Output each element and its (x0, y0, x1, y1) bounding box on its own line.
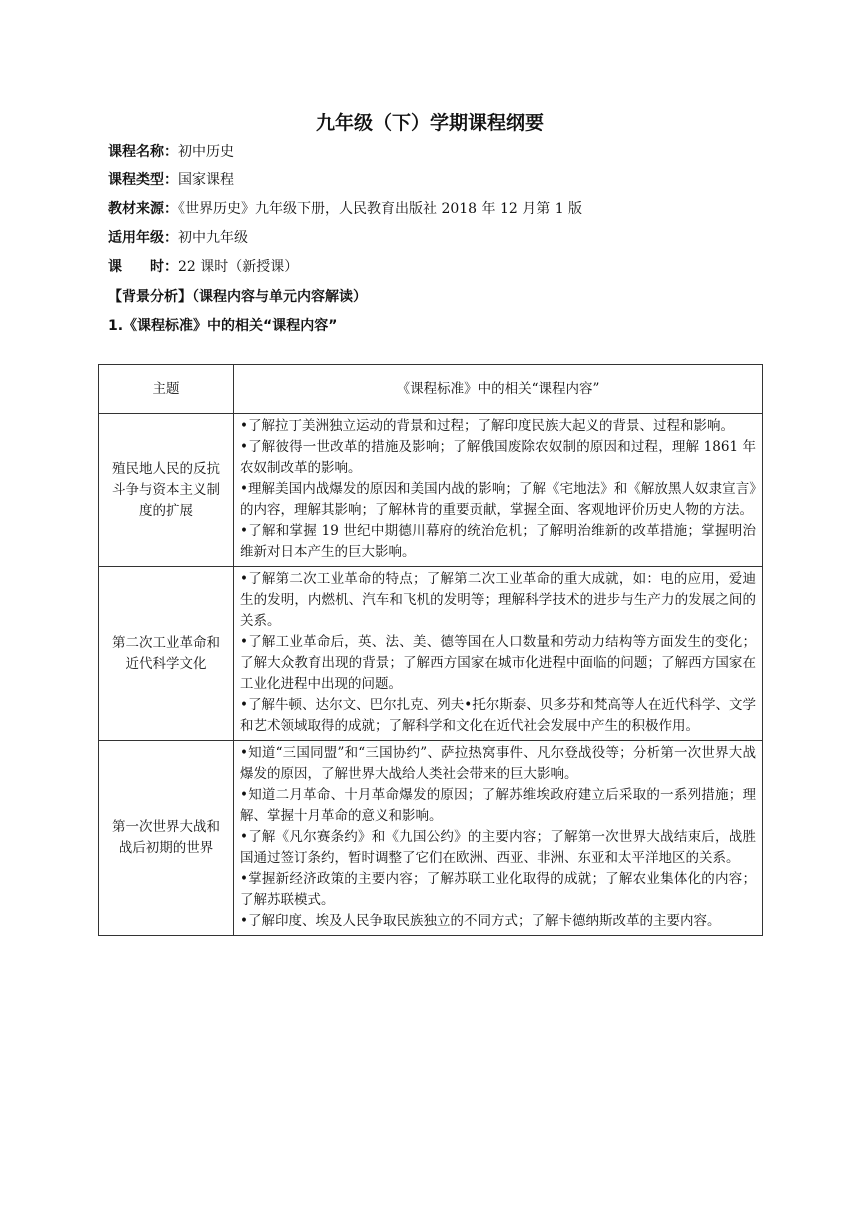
curriculum-subheading: 1.《课程标准》中的相关“课程内容” (108, 318, 338, 334)
content-item: •知道“三国同盟”和“三国协约”、萨拉热窝事件、凡尔登战役等；分析第一次世界大战爆发的原因，了解世界大战给人类社会带来的巨大影响。 (240, 745, 756, 782)
table-row (99, 414, 763, 567)
content-cell (234, 741, 763, 936)
topic-cell: 殖民地人民的反抗斗争与资本主义制度的扩展 (99, 414, 234, 567)
info-textbook-source (108, 199, 582, 219)
header-content: 《课程标准》中的相关“课程内容” (234, 365, 763, 414)
table-row (99, 741, 763, 936)
topic-cell: 第二次工业革命和近代科学文化 (99, 567, 234, 741)
content-item: •了解和掌握 19 世纪中期德川幕府的统治危机；了解明治维新的改革措施；掌握明治维新对日本产生的巨大影响。 (240, 523, 756, 560)
page-title: 九年级（下）学期课程纲要 (315, 112, 544, 134)
content-item: •理解美国内战爆发的原因和美国内战的影响；了解《宅地法》和《解放黑人奴隶宣言》的内容，理解其影响；了解林肯的重要贡献，掌握全面、客观地评价历史人物的方法。 (240, 481, 756, 518)
table-row (99, 567, 763, 741)
content-item: •知道二月革命、十月革命爆发的原因；了解苏维埃政府建立后采取的一系列措施；理解、掌握十月革命的意义和影响。 (240, 787, 756, 824)
content-item: •了解印度、埃及人民争取民族独立的不同方式；了解卡德纳斯改革的主要内容。 (240, 913, 721, 929)
content-item: •了解牛顿、达尔文、巴尔扎克、列夫•托尔斯泰、贝多芬和梵高等人在近代科学、文学和艺术领域取得的成就；了解科学和文化在近代社会发展中产生的积极作用。 (240, 697, 756, 734)
info-label: 适用年级： (108, 230, 178, 246)
info-label: 课 时： (108, 259, 178, 275)
table-header-row (99, 365, 763, 414)
curriculum-table (98, 364, 763, 936)
background-heading: 【背景分析】（课程内容与单元内容解读） (108, 289, 367, 305)
content-item: •掌握新经济政策的主要内容；了解苏联工业化取得的成就；了解农业集体化的内容；了解苏联模式。 (240, 871, 756, 908)
content-item: •了解工业革命后，英、法、美、德等国在人口数量和劳动力结构等方面发生的变化；了解大众教育出现的背景；了解西方国家在城市化进程中面临的问题；了解西方国家在工业化进程中出现的问题。 (240, 634, 756, 692)
info-value: 22 课时（新授课） (178, 259, 299, 275)
info-value: 国家课程 (178, 172, 234, 188)
info-course-name (108, 142, 234, 162)
content-item: •了解拉丁美洲独立运动的背景和过程；了解印度民族大起义的背景、过程和影响。 (240, 418, 734, 434)
info-label: 教材来源： (108, 201, 178, 217)
content-item: •了解彼得一世改革的措施及影响；了解俄国废除农奴制的原因和过程，理解 1861 年农奴制改革的影响。 (240, 439, 756, 476)
content-cell (234, 414, 763, 567)
content-cell (234, 567, 763, 741)
info-label: 课程名称： (108, 144, 178, 160)
info-class-hours (108, 257, 298, 277)
info-value: 初中历史 (178, 144, 234, 160)
topic-cell: 第一次世界大战和战后初期的世界 (99, 741, 234, 936)
info-value: 初中九年级 (178, 230, 248, 246)
info-value: 《世界历史》九年级下册，人民教育出版社 2018 年 12 月第 1 版 (178, 201, 583, 217)
info-label: 课程类型： (108, 172, 178, 188)
header-topic: 主题 (99, 365, 234, 414)
info-course-type (108, 170, 234, 190)
info-grade (108, 228, 248, 248)
content-item: •了解第二次工业革命的特点；了解第二次工业革命的重大成就，如：电的应用，爱迪生的发明，内燃机、汽车和飞机的发明等；理解科学技术的进步与生产力的发展之间的关系。 (240, 571, 756, 629)
content-item: •了解《凡尔赛条约》和《九国公约》的主要内容；了解第一次世界大战结束后，战胜国通过签订条约，暂时调整了它们在欧洲、西亚、非洲、东亚和太平洋地区的关系。 (240, 829, 756, 866)
